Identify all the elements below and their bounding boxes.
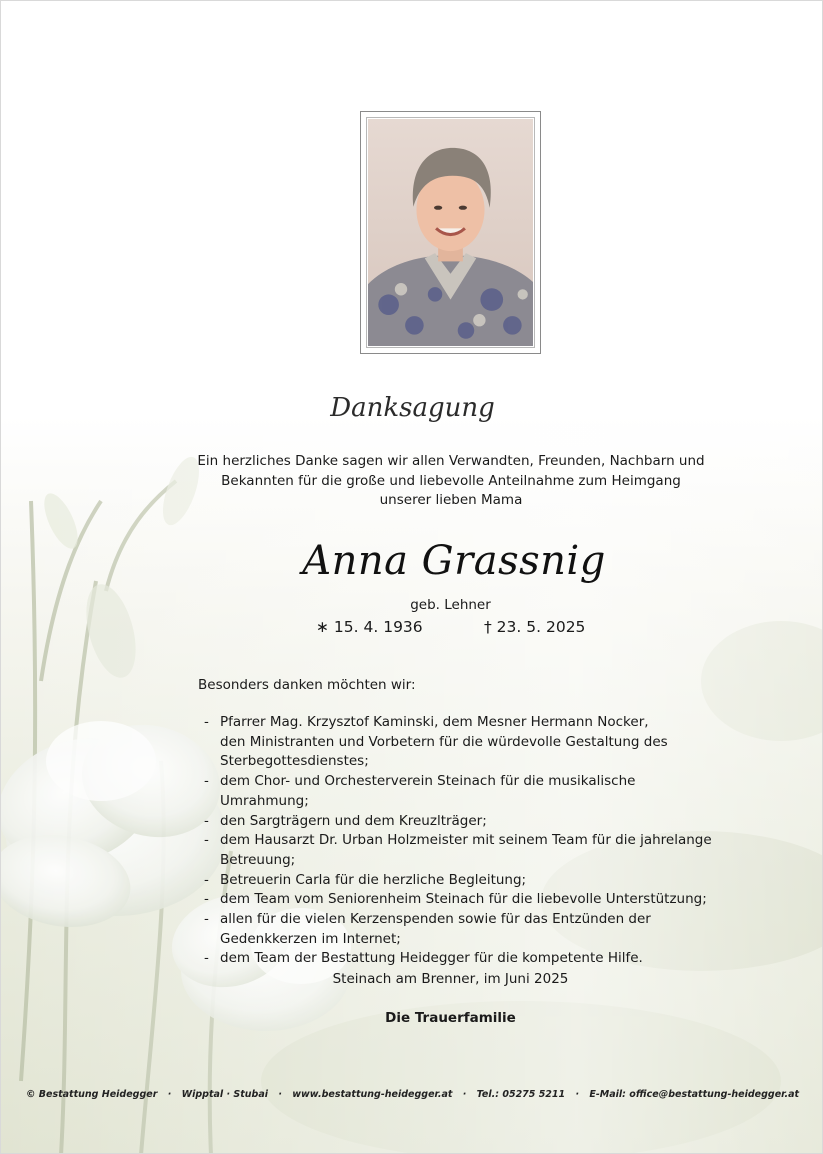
footer-website-link[interactable]: www.bestattung-heidegger.at: [292, 1089, 453, 1100]
list-item: [204, 910, 724, 949]
intro-line: Ein herzliches Danke sagen wir allen Verwandten, Freunden, Nachbarn und: [197, 453, 705, 469]
list-item-line: - dem Hausarzt Dr. Urban Holzmeister mit seinem Team für die jahrelange: [220, 832, 712, 849]
birth-date: ∗ 15. 4. 1936: [316, 618, 423, 636]
intro-text: [191, 452, 711, 511]
death-date: † 23. 5. 2025: [484, 618, 586, 636]
list-item: [204, 772, 724, 811]
list-item-line: Betreuung;: [220, 851, 296, 868]
footer-separator: ·: [167, 1089, 172, 1100]
list-item-line: Sterbegottesdienstes;: [220, 753, 369, 770]
list-item-line: - Betreuerin Carla für die herzliche Begleitung;: [220, 871, 527, 888]
footer-phone[interactable]: Tel.: 05275 5211: [476, 1089, 566, 1100]
footer-region: Wipptal · Stubai: [181, 1089, 269, 1100]
list-item: [204, 812, 724, 832]
intro-line: unserer lieben Mama: [379, 492, 523, 508]
footer-separator: ·: [575, 1089, 580, 1100]
signature-family: Die Trauerfamilie: [385, 1010, 516, 1026]
footer-email-link[interactable]: E-Mail: office@bestattung-heidegger.at: [589, 1089, 800, 1100]
born-name: geb. Lehner: [410, 597, 491, 613]
list-item-line: - dem Team vom Seniorenheim Steinach für die liebevolle Unterstützung;: [220, 891, 707, 908]
thanks-list: [204, 713, 724, 969]
portrait-border: [366, 117, 535, 348]
list-item: [204, 831, 724, 870]
list-item-line: - dem Team der Bestattung Heidegger für die kompetente Hilfe.: [220, 950, 643, 967]
place-date: Steinach am Brenner, im Juni 2025: [332, 971, 569, 987]
portrait-photo: [368, 119, 533, 346]
footer-separator: ·: [462, 1089, 467, 1100]
list-item-line: Gedenkkerzen im Internet;: [220, 930, 401, 947]
footer: [1, 1089, 823, 1100]
list-item: [204, 713, 724, 772]
intro-line: Bekannten für die große und liebevolle Anteilnahme zum Heimgang: [221, 472, 681, 489]
deceased-name: Anna Grassnig: [302, 538, 606, 584]
footer-separator: ·: [278, 1089, 282, 1100]
list-item: [204, 871, 724, 891]
footer-copyright: © Bestattung Heidegger: [25, 1089, 158, 1100]
list-item: [204, 890, 724, 910]
portrait-frame: [360, 111, 541, 354]
list-item-line: - Pfarrer Mag. Krzysztof Kaminski, dem Mesner Hermann Nocker,: [220, 714, 649, 730]
thanks-intro: Besonders danken möchten wir:: [198, 677, 416, 693]
list-item-line: den Ministranten und Vorbetern für die würdevolle Gestaltung des: [220, 733, 668, 750]
list-item-line: - den Sargträgern und dem Kreuzlträger;: [220, 812, 487, 829]
list-item: [204, 949, 724, 969]
list-item-line: - allen für die vielen Kerzenspenden sowie für das Entzünden der: [220, 911, 651, 928]
heading-danksagung: Danksagung: [330, 393, 495, 423]
list-item-line: - dem Chor- und Orchesterverein Steinach für die musikalische Umrahmung;: [220, 773, 636, 809]
